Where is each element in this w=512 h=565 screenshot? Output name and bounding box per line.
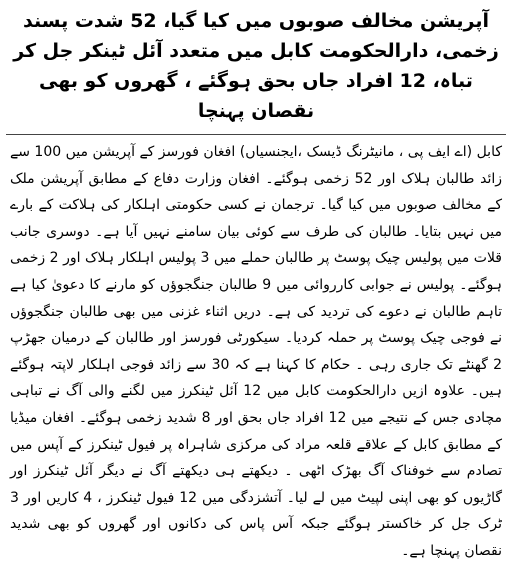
headline-divider (6, 134, 506, 135)
article-body: کابل (اے ایف پی ، مانیٹرنگ ڈیسک ،ایجنسیاں) افغان فورسز کے آپریشن میں 100 سے زائد طالبان ہلاک اور 52 زخمی ہوگئے۔ افغان وزارت دفاع کے مطابق آپریشن ملک کے مخالف صوبوں میں کیا گیا۔ ترجمان نے کسی حکومتی اہلکار کی ہلاکت کے بارے میں نہیں بتایا۔ طالبان کی طرف سے کوئی بیان سامنے نہیں آیا ہے۔ دوسری جانب قلات میں پولیس چیک پوسٹ پر طالبان حملے میں 3 پولیس اہلکار ہلاک اور 2 زخمی ہوگئے۔ پولیس نے جوابی کارروائی میں 9 طالبان جنگجوؤں کو مارنے کا دعویٰ کیا ہے تاہم طالبان نے دعوے کی تردید کی ہے۔ دریں اثناء غزنی میں بھی طالبان جنگجوؤں نے فوجی چیک پوسٹ پر حملہ کردیا۔ سیکورٹی فورسز اور طالبان کے درمیان جھڑپ 2 گھنٹے تک جاری رہی ۔ حکام کا کہنا ہے کہ 30 سے زائد فوجی اہلکار لاپتہ ہوگئے ہیں۔ علاوہ ازیں دارالحکومت کابل میں 12 آئل ٹینکرز میں لگنے والی آگ نے تباہی مچادی جس کے نتیجے میں 12 افراد جاں بحق اور 8 شدید زخمی ہوگئے۔ افغان میڈیا کے مطابق کابل کے علاقے قلعہ مراد کی مرکزی شاہراہ پر فیول ٹینکرز کے آپس میں تصادم سے خوفناک آگ بھڑک اٹھی ۔ دیکھتے ہی دیکھتے آگ نے دیگر آئل ٹینکرز اور گاڑیوں کو بھی اپنی لپیٹ میں لے لیا۔ آتشزدگی میں 12 فیول ٹینکرز ، 4 کاریں اور 3 ٹرک جل کر خاکستر ہوگئے جبکہ آس پاس کی دکانوں اور گھروں کو بھی شدید نقصان پہنچا ہے۔ (10, 144, 503, 559)
article-headline: آپریشن مخالف صوبوں میں کیا گیا، 52 شدت پسند زخمی، دارالحکومت کابل میں متعدد آئل ٹینکر جل کر تباہ، 12 افراد جاں بحق ہوگئے ، گھروں کو بھی نقصان پہنچا (13, 10, 499, 122)
